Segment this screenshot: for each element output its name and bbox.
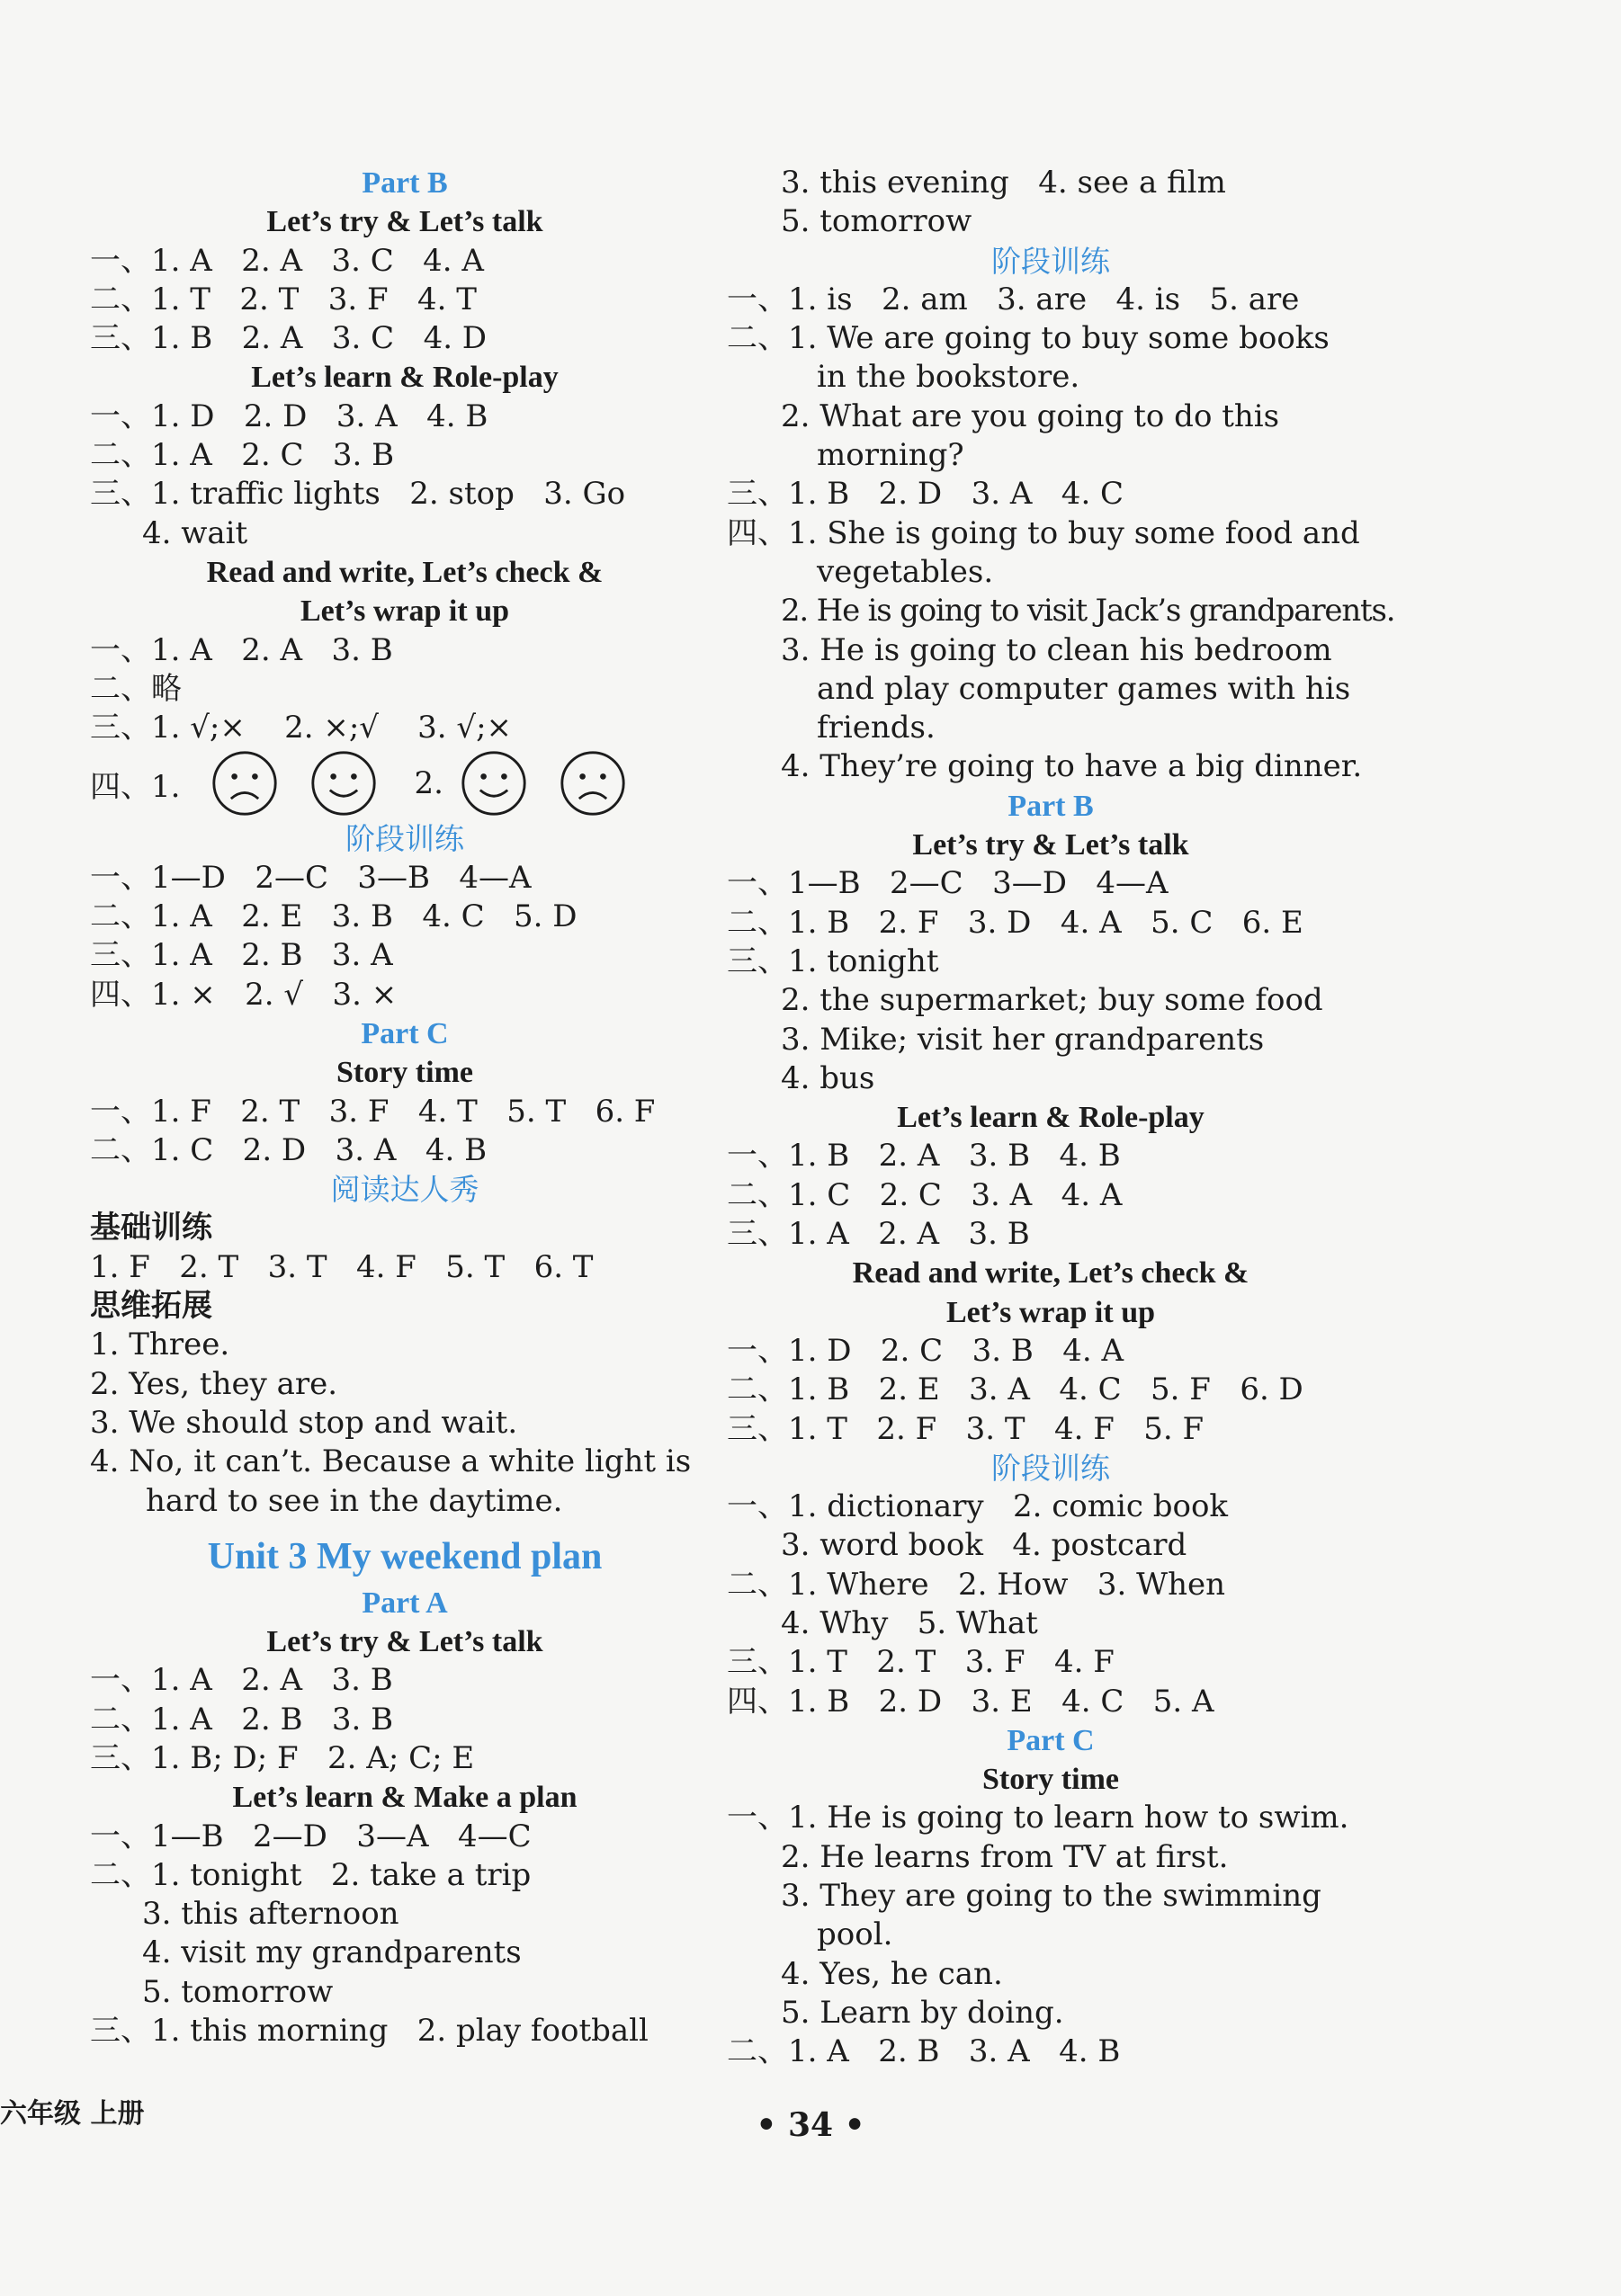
stage-training-heading: 阶段训练 — [991, 1450, 1110, 1486]
grade-label: 六年级 上册 — [0, 2098, 145, 2130]
answer-line: 3. Mike; visit her grandparents — [781, 1021, 1265, 1058]
answer-line: 4. Yes, he can. — [781, 1955, 1003, 1992]
answer-line: 3. We should stop and wait. — [90, 1404, 518, 1441]
answer-line: 一、1. dictionary 2. comic book — [727, 1488, 1229, 1525]
section-heading: Read and write, Let’s check & — [852, 1256, 1249, 1291]
answer-line: 一、1—B 2—C 3—D 4—A — [727, 865, 1169, 902]
answer-line: 三、1. A 2. A 3. B — [727, 1216, 1030, 1253]
answer-line: 2. He learns from TV at first. — [781, 1838, 1229, 1875]
answer-line: 三、1. traffic lights 2. stop 3. Go — [90, 476, 626, 513]
answer-line: 二、略 — [90, 670, 182, 707]
faces-label: 四、1. — [90, 768, 181, 805]
answer-line: hard to see in the daytime. — [146, 1482, 563, 1519]
part-c-heading: Part C — [361, 1016, 449, 1050]
answer-line: 一、1—B 2—D 3—A 4—C — [90, 1818, 532, 1854]
answer-line: 一、1. F 2. T 3. F 4. T 5. T 6. F — [90, 1093, 656, 1130]
unit-title: Unit 3 My weekend plan — [207, 1535, 603, 1577]
answer-line: 四、1. × 2. √ 3. × — [90, 976, 398, 1013]
answer-line: 二、1. T 2. T 3. F 4. T — [90, 281, 477, 317]
answer-line: friends. — [817, 710, 936, 746]
answer-line: 二、1. B 2. F 3. D 4. A 5. C 6. E — [727, 904, 1303, 941]
answer-line: 一、1. B 2. A 3. B 4. B — [727, 1138, 1121, 1175]
answer-line: 二、1. A 2. B 3. A 4. B — [727, 2033, 1121, 2070]
answer-line: 3. They are going to the swimming — [781, 1878, 1321, 1915]
answer-line: 三、1. tonight — [727, 943, 939, 979]
section-heading: Story time — [981, 1763, 1119, 1797]
stage-training-heading: 阶段训练 — [991, 243, 1110, 279]
answer-line: 3. word book 4. postcard — [781, 1527, 1187, 1564]
right-column — [727, 164, 1395, 2072]
section-heading: Let’s try & Let’s talk — [266, 1625, 543, 1659]
answer-line: 1. F 2. T 3. T 4. F 5. T 6. T — [90, 1248, 594, 1285]
answer-line: 5. tomorrow — [142, 1973, 334, 2010]
section-heading: Story time — [336, 1056, 473, 1090]
part-b-heading: Part B — [362, 166, 448, 200]
answer-line: 4. They’re going to have a big dinner. — [781, 748, 1363, 785]
basic-training-heading: 基础训练 — [90, 1210, 212, 1246]
answer-line: 4. visit my grandparents — [142, 1934, 522, 1971]
left-column — [90, 164, 720, 2050]
answer-line: 一、1. D 2. C 3. B 4. A — [727, 1332, 1124, 1369]
answer-line: 4. bus — [781, 1059, 875, 1096]
answer-line: 一、1. A 2. A 3. B — [90, 1662, 393, 1699]
thinking-heading: 思维拓展 — [90, 1288, 212, 1325]
answer-line: 四、1. She is going to buy some food and — [727, 514, 1360, 551]
section-heading: Let’s try & Let’s talk — [912, 828, 1189, 862]
answer-line: 一、1—D 2—C 3—B 4—A — [90, 859, 532, 896]
answer-line: 二、1. C 2. D 3. A 4. B — [90, 1131, 488, 1168]
happy-face-icon — [309, 749, 378, 817]
section-heading: Read and write, Let’s check & — [206, 555, 604, 589]
stage-training-heading: 阶段训练 — [345, 821, 464, 857]
section-heading: Let’s try & Let’s talk — [266, 205, 543, 239]
answer-line: 4. Why 5. What — [781, 1604, 1038, 1641]
answer-line: 三、1. B 2. D 3. A 4. C — [727, 476, 1124, 513]
answer-line: 3. this afternoon — [142, 1896, 399, 1933]
answer-line: vegetables. — [817, 553, 994, 590]
sad-face-icon — [210, 749, 279, 817]
answer-line: 一、1. A 2. A 3. B — [90, 631, 393, 668]
answer-line: 二、1. tonight 2. take a trip — [90, 1856, 532, 1893]
answer-line: 三、1. A 2. B 3. A — [90, 937, 393, 974]
answer-line: 一、1. He is going to learn how to swim. — [727, 1800, 1349, 1836]
answer-line: 二、1. B 2. E 3. A 4. C 5. F 6. D — [727, 1371, 1303, 1408]
answer-line: 二、1. A 2. B 3. B — [90, 1701, 394, 1738]
answer-line: 三、1. B 2. A 3. C 4. D — [90, 320, 488, 357]
sad-face-icon — [559, 749, 627, 817]
answer-line: 三、1. √;× 2. ×;√ 3. √;× — [90, 710, 513, 746]
happy-face-icon — [460, 749, 528, 817]
answer-line: 二、1. A 2. E 3. B 4. C 5. D — [90, 898, 578, 935]
part-c-heading: Part C — [1007, 1723, 1095, 1757]
faces-answer-row — [90, 747, 720, 819]
answer-line: 一、1. is 2. am 3. are 4. is 5. are — [727, 281, 1300, 317]
answer-line: 二、1. Where 2. How 3. When — [727, 1566, 1226, 1603]
answer-line: 二、1. C 2. C 3. A 4. A — [727, 1176, 1123, 1213]
answer-line: 三、1. T 2. F 3. T 4. F 5. F — [727, 1410, 1205, 1447]
answer-line: 三、1. this morning 2. play football — [90, 2013, 649, 2050]
answer-line: 2. the supermarket; buy some food — [781, 982, 1323, 1019]
part-b-heading: Part B — [1008, 789, 1094, 823]
answer-line: morning? — [817, 437, 964, 474]
answer-line: 二、1. We are going to buy some books — [727, 320, 1330, 357]
answer-line: 三、1. B; D; F 2. A; C; E — [90, 1739, 475, 1776]
section-heading: Let’s learn & Role-play — [251, 361, 559, 395]
page-number: • 34 • — [756, 2106, 865, 2144]
section-heading: Let’s wrap it up — [300, 594, 510, 629]
answer-line: and play computer games with his — [817, 670, 1351, 707]
answer-line: 3. He is going to clean his bedroom — [781, 631, 1332, 668]
answer-line: 2. He is going to visit Jack’s grandparents. — [781, 593, 1395, 630]
answer-line: 2. What are you going to do this — [781, 398, 1280, 434]
answer-line: 4. No, it can’t. Because a white light is — [90, 1443, 692, 1480]
answer-line: 5. tomorrow — [781, 203, 972, 240]
answer-line: 4. wait — [142, 514, 248, 551]
section-heading: Let’s learn & Role-play — [897, 1101, 1205, 1135]
answer-line: pool. — [817, 1916, 893, 1953]
reading-heading: 阅读达人秀 — [330, 1172, 479, 1208]
section-heading: Let’s learn & Make a plan — [232, 1781, 578, 1815]
faces-label: 2. — [414, 765, 443, 802]
answer-line: 三、1. T 2. T 3. F 4. F — [727, 1644, 1115, 1681]
answer-line: 5. Learn by doing. — [781, 1994, 1064, 2031]
part-a-heading: Part A — [362, 1586, 448, 1620]
answer-line: 四、1. B 2. D 3. E 4. C 5. A — [727, 1683, 1214, 1720]
answer-line: 二、1. A 2. C 3. B — [90, 437, 395, 474]
answer-line: 一、1. D 2. D 3. A 4. B — [90, 398, 488, 434]
section-heading: Let’s wrap it up — [945, 1295, 1156, 1329]
answer-line: 一、1. A 2. A 3. C 4. A — [90, 242, 484, 279]
answer-line: 3. this evening 4. see a film — [781, 165, 1226, 201]
answer-line: 2. Yes, they are. — [90, 1365, 338, 1402]
answer-line: 1. Three. — [90, 1327, 230, 1363]
answer-line: in the bookstore. — [817, 359, 1080, 396]
